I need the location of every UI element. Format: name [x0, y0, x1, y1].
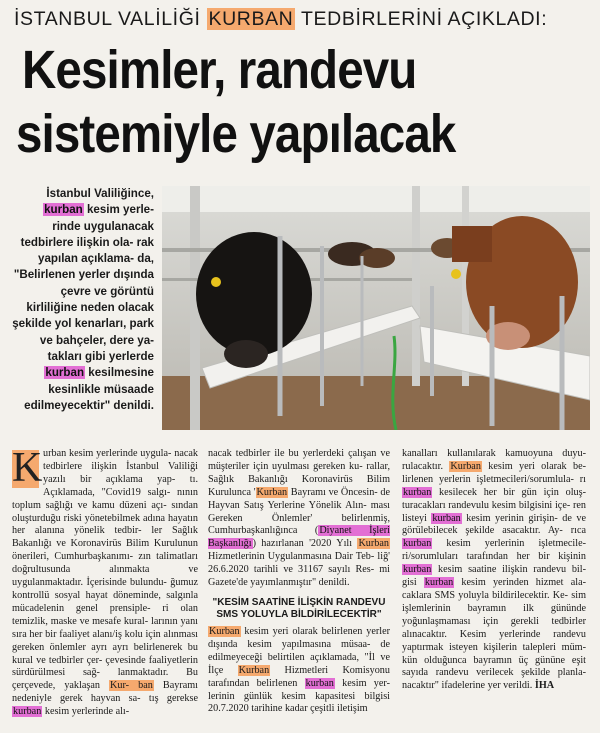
- article-text: kesim saatine ilişkin randevu bil- gisi: [402, 564, 586, 589]
- highlight-kurban: Kurban: [238, 664, 270, 676]
- article-text: kesim yeri olarak belirlenen yerler dışında kesim yapılmasına müsaa- de edilmeyeceği belirtilen açıklamada, "İl ve İlçe: [208, 625, 390, 676]
- dropcap: K: [12, 445, 43, 491]
- highlight-kurban: kurban: [45, 366, 85, 380]
- article-text: Hizmetleri Komisyonu tarafından belirlenen: [208, 664, 390, 689]
- article-column-2: [208, 448, 390, 716]
- article-text: kesim yerinden hizmet ala- caklara SMS yoluyla bildirilecektir. Ke- sim işlemlerinin bayramın ilk gününde yoğunlaşmaması için gerekli tedbirler alınacaktır. Kesim yerlerinde randevu yaptırmak isteyen kişilerin talepleri müm- kün olduğunca bayramın üç gününe eşit sayıda randevu verilecek şekilde planla- nacaktır" ifadelerine yer verildi.: [402, 577, 586, 692]
- article-text: ) hazırlanan '2020 Yılı: [252, 538, 358, 550]
- highlight-kurban: Kur- ban: [110, 680, 153, 692]
- agency-signature: İHA: [534, 680, 555, 692]
- subheading: "KESİM SAATİNE İLİŞKİN RANDEVU SMS YOLUYLA BİLDİRİLECEKTİR": [212, 596, 386, 620]
- article-text: kesim yerlerinde alı-: [42, 706, 130, 718]
- highlight-kurban: Kurban: [358, 538, 389, 550]
- article-text: Bayramı nedeniyle gerek hayvan sa- tış gerekse: [12, 680, 198, 705]
- highlight-kurban: Kurban: [450, 460, 481, 472]
- kicker-post: TEDBİRLERİNİ AÇIKLADI:: [295, 8, 548, 30]
- highlight-kurban: kurban: [432, 512, 461, 524]
- intro-part: kesilmesine kesinlikle müsaade edilmeyecektir" denildi.: [24, 366, 154, 412]
- cattle-photo: [162, 186, 590, 430]
- article-text: urban kesim yerlerinde uygula- nacak tedbirlere ilişkin İstanbul Valiliği yazılı bir açıklama yap- tı. Açıklamada, "Covid19 salgı- nının toplum sağlığı ve kamu düzeni açı- sından oluşturduğu riski yönetebilmek adına hayatın her alanına yönelik tedbir- ler Sağlık Bakanlığı ve Koronavirüs Bilim Kurulunun önerileri, Cumhurbaşkanımı- zın talimatları doğrultusunda alınmakta ve uygulanmaktadır. İçerisinde bulundu- ğumuz kontrollü sosyal hayat döneminde, salgınla mücadelenin genel prensiple- ri olan temizlik, maske ve mesafe kural- larının yanı sıra her bir faaliyet alanı/iş kolu için alınması gereken önlemler ayrı ayrı belirlenerek bu kural ve tedbirler çer- çevesinde faaliyetlerin sürdürülmesi sağ- lanmaktadır. Bu çerçevede, yaklaşan: [12, 448, 198, 692]
- highlight-kurban: kurban: [305, 677, 334, 689]
- headline-line-2: sistemiyle yapılacak: [16, 104, 456, 164]
- highlight-kurban: kurban: [13, 706, 42, 718]
- kicker: [14, 8, 590, 31]
- cattle-photo-image: [162, 186, 590, 430]
- article-text: kesim yerinin girişin- de ve görülebilecek şekilde asacaktır. Ay- rıca: [402, 512, 587, 537]
- headline-line-1: Kesimler, randevu: [22, 40, 417, 100]
- article-text: kanalları kullanılarak kamuoyuna duyu- rulacaktır.: [402, 448, 586, 472]
- highlight-kurban: kurban: [403, 564, 432, 576]
- article-text: Hizmetlerinin Uygulanmasına Dair Teb- liğ' 26.6.2020 tarihli ve 31167 sayılı Res- mi Gazete'de yayımlanmıştır" denildi.: [208, 551, 390, 589]
- intro-part: İstanbul Valiliğince,: [46, 187, 154, 200]
- kicker-pre: İSTANBUL VALİLİĞİ: [14, 8, 207, 30]
- article-column-1: [12, 445, 198, 719]
- highlight-diyanet: Diyanet İşleri Başkanlığı: [208, 525, 391, 550]
- kicker-highlight: KURBAN: [208, 8, 294, 30]
- article-text: kesim yer- lerinin günlük kesim kapasitesi bilgisi 20.7.2020 tarihine kadar çeşitli iletişim: [208, 677, 390, 715]
- article-text: kesim yerlerinin işletmecile- ri/sorumluları tarafından her bir kişinin: [402, 538, 586, 563]
- article-text: kesilecek her bir gün için oluş- turacakları randevulu kesim bilgisini içe- ren listeyi: [402, 486, 586, 524]
- highlight-kurban: Kurban: [209, 625, 240, 637]
- highlight-kurban: kurban: [403, 486, 432, 498]
- article-text: Bayramı ve Öncesin- de Hayvan Satış Yerlerine Yönelik Alın- ması Gereken Önlemler' belirlenmiş, Cumhurbaşkanlığınca (: [208, 486, 390, 537]
- intro-part: kesim yerle- rinde uygulanacak tedbirlere ilişkin ola- rak yapılan açıklama- da, "Belirlenen yerler dışında çevre ve görüntü kirliliğine neden olacak şekilde yol kenarları, park ve bahçeler, dere ya- takları gibi yerlerde: [12, 203, 154, 363]
- article-text: kesim yeri olarak be- lirlenen yerlerin işletmecileri/sorumlula- rı: [402, 460, 586, 485]
- article-column-3: [402, 448, 586, 693]
- intro-text: [12, 186, 154, 414]
- article-text: nacak tedbirler ile bu yerlerdeki çalışan ve müşteriler için uyulması gereken ku- rallar, Sağlık Bakanlığı Koronavirüs Bilim Kurulunca ': [208, 448, 390, 498]
- highlight-kurban: kurban: [424, 577, 454, 589]
- highlight-kurban: kurban: [44, 203, 83, 217]
- highlight-kurban: kurban: [403, 538, 432, 550]
- highlight-kurban: Kurban: [256, 486, 288, 498]
